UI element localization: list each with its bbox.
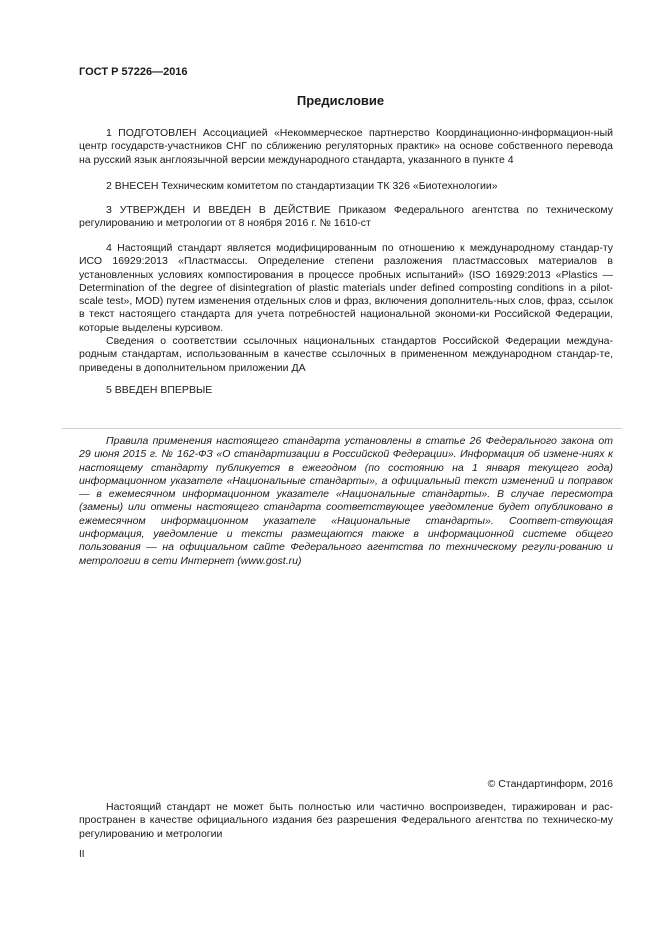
copyright: © Стандартинформ, 2016	[487, 778, 613, 790]
notice-text: Правила применения настоящего стандарта установлены в статье 26 Федерального закона от 29 июня 2015 г. № 162-ФЗ «О стандартизации в Российской Федерации». Информация об измене-ниях к настоящему стандарту публикуется в ежегодном (по состоянию на 1 января текущего года) информационном указателе «Национальные стандарты», а официальный текст изменений и поправок — в ежемесячном информационном указателе «Национальные стандарты». В случае пересмотра (замены) или отмены настоящего стандарта соответствующее уведомление будет опубликовано в ежемесячном информационном указателе «Национальные стандарты». Соответ-ствующая информация, уведомление и тексты размещаются также в информационной системе общего пользования — на официальном сайте Федерального агентства по техническому регули-рованию и метрологии в сети Интернет (www.gost.ru)	[79, 435, 613, 567]
item-4	[79, 242, 613, 375]
page-title: Предисловие	[296, 93, 385, 108]
notice-block	[79, 435, 613, 568]
divider	[62, 428, 622, 429]
item-1-text: 1 ПОДГОТОВЛЕН Ассоциацией «Некоммерческое партнерство Координационно-информацион-ный центр государств-участников СНГ по сближению регуляторных практик» на основе собственного перевода на русский язык англоязычной версии международного стандарта, указанного в пункте 4	[79, 127, 613, 166]
item-4-text2: Сведения о соответствии ссылочных национальных стандартов Российской Федерации междуна-родным стандартам, использованным в качестве ссылочных в примененном международном стандар-те, приведены в дополнительном приложении ДА	[79, 335, 613, 374]
document-id: ГОСТ Р 57226—2016	[79, 66, 188, 78]
restriction-text: Настоящий стандарт не может быть полностью или частично воспроизведен, тиражирован и рас-пространен в качестве официального издания без разрешения Федерального агентства по техническо-му регулированию и метрологии	[79, 801, 613, 840]
item-2-text: 2 ВНЕСЕН Техническим комитетом по стандартизации ТК 326 «Биотехнологии»	[106, 180, 498, 192]
page-number: II	[79, 849, 85, 860]
item-3	[79, 204, 613, 231]
item-5-text: 5 ВВЕДЕН ВПЕРВЫЕ	[106, 384, 213, 396]
item-1	[79, 127, 613, 167]
item-2	[79, 180, 613, 193]
item-4-text: 4 Настоящий стандарт является модифицированным по отношению к международному стандар-ту ИСО 16929:2013 «Пластмассы. Определение степени разложения пластмассовых материалов в установленных условиях компостирования в процессе пробных испытаний» (ISO 16929:2013 «Plastics — Determination of the degree of disintegration of plastic materials under defined composting conditions in a pilot-scale test», MOD) путем изменения отдельных слов и фраз, включения дополнитель-ных слов, фраз, ссылок в текст настоящего стандарта для учета потребностей национальной экономи-ки Российской Федерации, которые выделены курсивом.	[79, 242, 613, 334]
restriction-block	[79, 801, 613, 841]
item-3-text: 3 УТВЕРЖДЕН И ВВЕДЕН В ДЕЙСТВИЕ Приказом Федерального агентства по техническому регулированию и метрологии от 8 ноября 2016 г. № 1610-ст	[79, 204, 613, 230]
item-5	[79, 384, 613, 397]
